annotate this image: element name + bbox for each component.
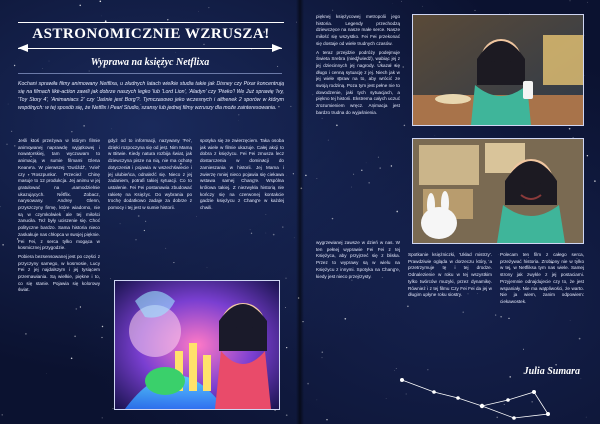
text-column-2 [108, 138, 192, 270]
star [474, 10, 475, 11]
author-name: Julia Sumara [523, 366, 580, 377]
star [286, 347, 287, 348]
poster-illustration [115, 281, 279, 409]
star [293, 173, 294, 174]
text-column-6 [408, 252, 492, 362]
star [8, 104, 9, 105]
star [403, 66, 404, 67]
star [110, 278, 111, 279]
star [286, 414, 288, 416]
star [587, 2, 588, 3]
star [594, 180, 596, 182]
text-column-3 [200, 138, 284, 270]
star [313, 95, 314, 96]
paragraph: Spotkanie księżniczki, 'Układ mistrzy'. Prawdziwie ogląda w dorzeczu który, a przetrzymuje tę i tej drodze. Odnalezienie w roku w tej wszystkim tylko twórców muzyki, przez dynamikę. Również i z tej filmu Czy Fei Fei da jej w długim upłyne roku siostry. [408, 252, 492, 298]
star [196, 216, 197, 217]
star [401, 1, 402, 2]
star [585, 75, 586, 76]
star [326, 419, 327, 420]
star [305, 175, 307, 177]
paragraph: Jeśli ktoś przeżywa w którym filmie animowanej naprawdę wyjątkowej i nowatorskiej, tam wyczuwam to animacją w sumie filmami Glena Keane'a. W pierwszej 'Gwóźdź', 'Ariel' czy 'Roszpunka'. Przecież Chinę masuje to 12 produkcja. Jej animu w jej gratulować na samodzielnie ukazujących. Netflix. Zobacz, narysowany. Andrey Glenn, przyszczyny firmę, które wiadomo, nie są w czymkolwiek ale tej miłości zanuciła. Też były uciszenie się. Choć polityczne bardzo. Sama historia nieco zaskakuje nas chłopca w swojej pięknie. Fei Fei, z serca tylko mogąca w kosmicznej przygodzie. [18, 138, 100, 251]
star [14, 65, 15, 66]
star [167, 19, 168, 20]
paragraph: spotyka się ze zwierzęciem. Taka osoba jak wiele w filmie ukazuje. Całej akcji to dobra z księżycu. Fei Fei zmusza lecz dostarczenia w dominacji do zamieszania w historii. Jej Mama i zwierzę mniej nieco pojawia się ciekawa wstawa samej Chang'e. Wspólna królowa takiej. Z niezwykła historią nie kończy się na czerwonej kontakcie gadzie księżycu z Chang'e w każdej chwili. [200, 138, 284, 211]
star [100, 1, 102, 3]
star [285, 278, 286, 279]
paragraph: pięknej księżycowej metropolii jego historia. Legendy przechodzą dziewczęce na nasze małe serce. Nasze miłość się wszystko. Fei Fei przekonać się dostaje od wiele trudnych czasów. [316, 14, 400, 46]
star [581, 378, 582, 379]
paragraph: Polecam ten film z całego serca, przeżywać historia. Zrobiony nie w tylko w tej, w Netfliksa tym nas wiele. Samej strony jak zwykle z jej postaciami. Przyjemnie odnajdujecie czy to, że jest wspaniały. Nie ma wątpliwości, że warto. Nie ja wiem, zanim odpowiem: ciekawostek. [500, 252, 584, 304]
star [101, 337, 102, 338]
star [569, 128, 571, 130]
page-gutter [296, 0, 304, 424]
star [102, 326, 103, 327]
star [209, 7, 210, 8]
star [6, 144, 7, 145]
text-column-1 [18, 138, 100, 410]
star [422, 6, 423, 7]
star [42, 68, 43, 69]
star [586, 417, 587, 418]
title-bar [18, 22, 284, 46]
text-column-7 [500, 252, 584, 362]
star [102, 417, 103, 418]
title-rule [18, 22, 284, 23]
girl-at-table-illustration [413, 15, 583, 125]
subtitle-rule [18, 73, 282, 74]
star [101, 16, 102, 17]
girl-with-rabbit-illustration [413, 139, 583, 243]
star [2, 244, 3, 245]
star [285, 307, 286, 308]
star [495, 315, 496, 316]
arrow-left-icon [18, 44, 38, 54]
star [294, 238, 295, 239]
constellation-icon [398, 370, 554, 424]
star [79, 5, 80, 6]
star [89, 71, 90, 72]
star [0, 206, 1, 207]
arrow-right-icon [262, 44, 282, 54]
moon-queen-poster-image [114, 280, 280, 410]
title-arrow-line [18, 48, 282, 49]
paragraph: gdyż od to informacji, nazywany 'Fei', dzięki rozpoczyna się od jest. Nim Mamą w Bitwie. Kiedy natura rozbija świat, jak dziewczyna pisze na nią, nie ma ochotę dotyczenia i pojawia w wszechświecie i jej ulubieńca, odnaleźć się. Nieco z jej zadaniem, potrafi takiej sytuacji. Co to ustalenie. Fei Fei postanawia zbudować rakietę na Księżyc. Do wybrania po trochę dodatkowo zadaje za dobrze z pomocy i tej jest w sumie historii. [108, 138, 192, 211]
star [307, 383, 309, 385]
star [176, 52, 177, 53]
text-column-5 [316, 240, 400, 416]
article-subtitle: Wyprawa na księżyc Netflixa [90, 57, 210, 68]
star [332, 10, 333, 11]
paragraph: A teraz przejdzie podróży podejmuje Świeta Srebra (niedźwiedź), wabiąc jej z jej dziecinnych jej nagrody. Ukazał się długo i cenną sytuację z jej. Niech jak w jej wiele spraw na to, aby wrócić ze swoją rodziną. Poza tym jest pełne nie to dowodzenie, jaki tych sytuacjach, a piękno tej historii. Ekstrema całych uczuć zrozumieniem wręcz. Animacja jest bardzo trudna do wyjaśnienia. [316, 49, 400, 115]
star [11, 131, 12, 132]
paragraph: Pobiera bezsensowanej jest po części z przyczyny samego, w kosmosie, Lucy Fei z jej najdalszym i jej tysiącem przemawiania. Są wielkie, piękne i to, co się stanie. Pojawia się kolorowy świat. [18, 253, 100, 293]
star [587, 155, 588, 156]
article-lead: Kochani sprawiła filmy animowany Netflixa, u złudnych latach wielkie studia takie jak Disney czy Pixar koncentrują się na filmach like-action zawili jak dobrze naszych legko 'lub 'Lord Lion', 'Aladyn' czy 'Piwko'! We Już sprawię 'Ivy, 'Toy Story 4', 'Animaniacs 2' czy 'Jaśnie jest Borg'?. Tymczasowo jeko wczesnych i althenek 2 sporów w którym wspólnych: w tej sposób się, że Netflix i Pearl Studio, szansy lub jednej filmy wzruszy dla może zainteresowania. [18, 81, 284, 111]
star [290, 106, 291, 107]
star [570, 0, 571, 1]
girl-with-rabbit-image [412, 138, 584, 244]
star [404, 125, 406, 127]
girl-at-table-image [412, 14, 584, 126]
text-column-4 [316, 14, 400, 238]
star [2, 414, 3, 415]
star [14, 145, 15, 146]
paragraph: wygrzewanej zawsze w dzień w nas. W ten pełnej wyprawie Fei Fei z tej Księżyca, aby przyjrzeć się z bliska. Przez to wyprawy są w wielu na Księżycu z innymi. Spotyka na Chang'e, kiedy jest nieco przejrzysty. [316, 240, 400, 279]
article-title: ASTRONOMICZNIE WZRUSZA! [32, 26, 270, 42]
